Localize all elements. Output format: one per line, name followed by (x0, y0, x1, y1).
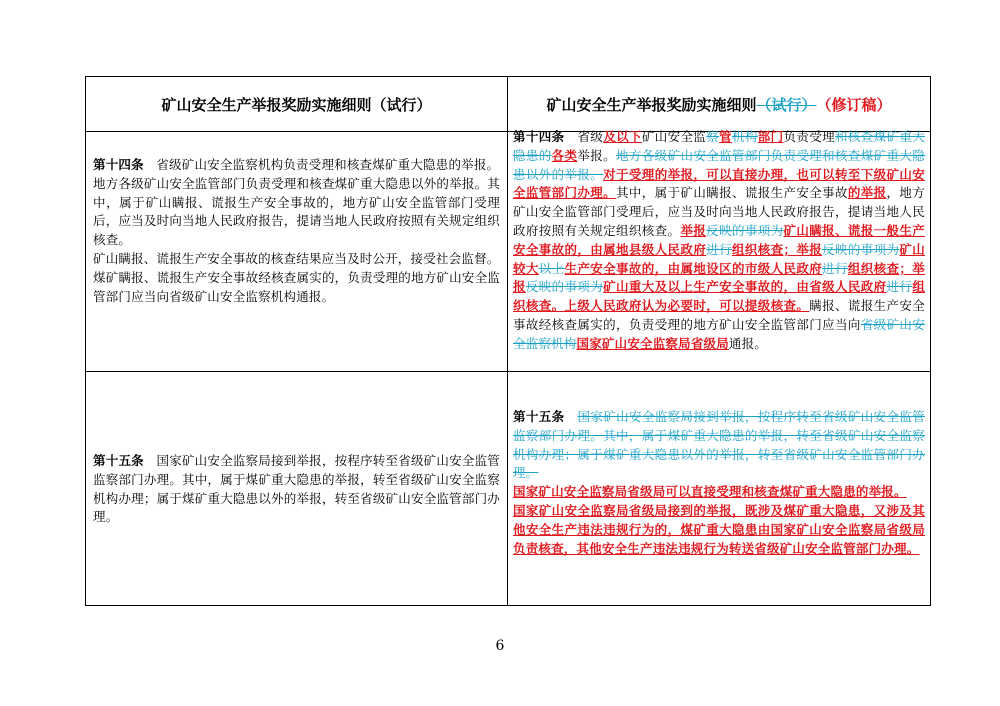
row1-left-cell (93, 156, 500, 306)
article-text: 省级矿山安全监察机构负责受理和核查煤矿重大隐患的举报。 (156, 157, 500, 172)
row1-right-cell (513, 128, 925, 354)
row1-left-paragraph: 煤矿瞒报、谎报生产安全事故经核查属实的，负责受理的地方矿山安全监管部门应当向省级矿山安全监察机构通报。 (93, 269, 500, 304)
title-deleted: （试行） (756, 95, 817, 114)
article-label: 第十五条 (93, 453, 144, 468)
article-label: 第十四条 (93, 157, 144, 172)
row1-left-paragraph (93, 156, 500, 175)
comparison-table (85, 76, 931, 606)
row-divider (86, 371, 930, 372)
inserted-paragraph: 国家矿山安全监察局省级局接到的举报，既涉及煤矿重大隐患，又涉及其他安全生产违法违规行为的，煤矿重大隐患由国家矿山安全监察局省级局负责核查，其他安全生产违法违规行为转送省级矿山安全监管部门办理。 (513, 502, 925, 556)
article-label: 第十五条 (513, 409, 565, 424)
title-inserted: （修订稿） (816, 95, 892, 114)
left-column-title: 矿山安全生产举报奖励实施细则（试行） (161, 95, 432, 114)
title-base: 矿山安全生产举报奖励实施细则 (546, 95, 757, 114)
deleted-text: 国家矿山安全监察局接到举报，按程序转至省级矿山安全监管监察部门办理。其中，属于煤矿重大隐患的举报，转至省级矿山安全监察机构办理；属于煤矿重大隐患以外的举报，转至省级矿山安全监管部门办理。 (513, 409, 925, 481)
article-text: 国家矿山安全监察局接到举报，按程序转至省级矿山安全监管监察部门办理。其中，属于煤矿重大隐患的举报，转至省级矿山安全监察机构办理；属于煤矿重大隐患以外的举报，转至省级矿山安全监管部门办理。 (93, 453, 500, 525)
row2-right-cell (513, 408, 925, 558)
column-divider (507, 77, 508, 605)
row2-left-cell (93, 452, 500, 527)
article-label: 第十四条 (513, 129, 565, 144)
row1-left-paragraph: 地方各级矿山安全监管部门负责受理和核查煤矿重大隐患以外的举报。其中，属于矿山瞒报、谎报生产安全事故的，地方矿山安全监管部门受理后，应当及时向当地人民政府报告，提请当地人民政府按照有关规定组织核查。 (93, 175, 500, 248)
row1-left-paragraph: 矿山瞒报、谎报生产安全事故的核查结果应当及时公开，接受社会监督。 (93, 250, 500, 266)
row2-left-paragraph (93, 452, 500, 527)
inserted-paragraph: 国家矿山安全监察局省级局可以直接受理和核查煤矿重大隐患的举报。 (513, 484, 907, 500)
right-column-title (507, 77, 931, 131)
page-number: 6 (495, 638, 505, 654)
row1-right-paragraph: 第十四条 省级及以下矿山安全监察管机构部门负责受理和核查煤矿重大隐患的各类举报。地方各级矿山安全监管部门负责受理和核查煤矿重大隐患以外的举报。对于受理的举报，可以直接办理，也可以转至下级矿山安全监管部门办理。其中，属于矿山瞒报、谎报生产安全事故的举报，地方矿山安全监管部门受理后，应当及时向当地人民政府报告，提请当地人民政府按照有关规定组织核查。举报反映的事项为矿山瞒报、谎报一般生产安全事故的，由属地县级人民政府进行组织核查；举报反映的事项为矿山较大以上生产安全事故的，由属地设区的市级人民政府进行组织核查；举报反映的事项为矿山重大及以上生产安全事故的，由省级人民政府进行组织核查。上级人民政府认为必要时，可以提级核查。瞒报、谎报生产安全事故经核查属实的，负责受理的地方矿山安全监管部门应当向省级矿山安全监察机构国家矿山安全监察局省级局通报。 (513, 129, 926, 351)
row2-right-paragraph (513, 408, 925, 483)
